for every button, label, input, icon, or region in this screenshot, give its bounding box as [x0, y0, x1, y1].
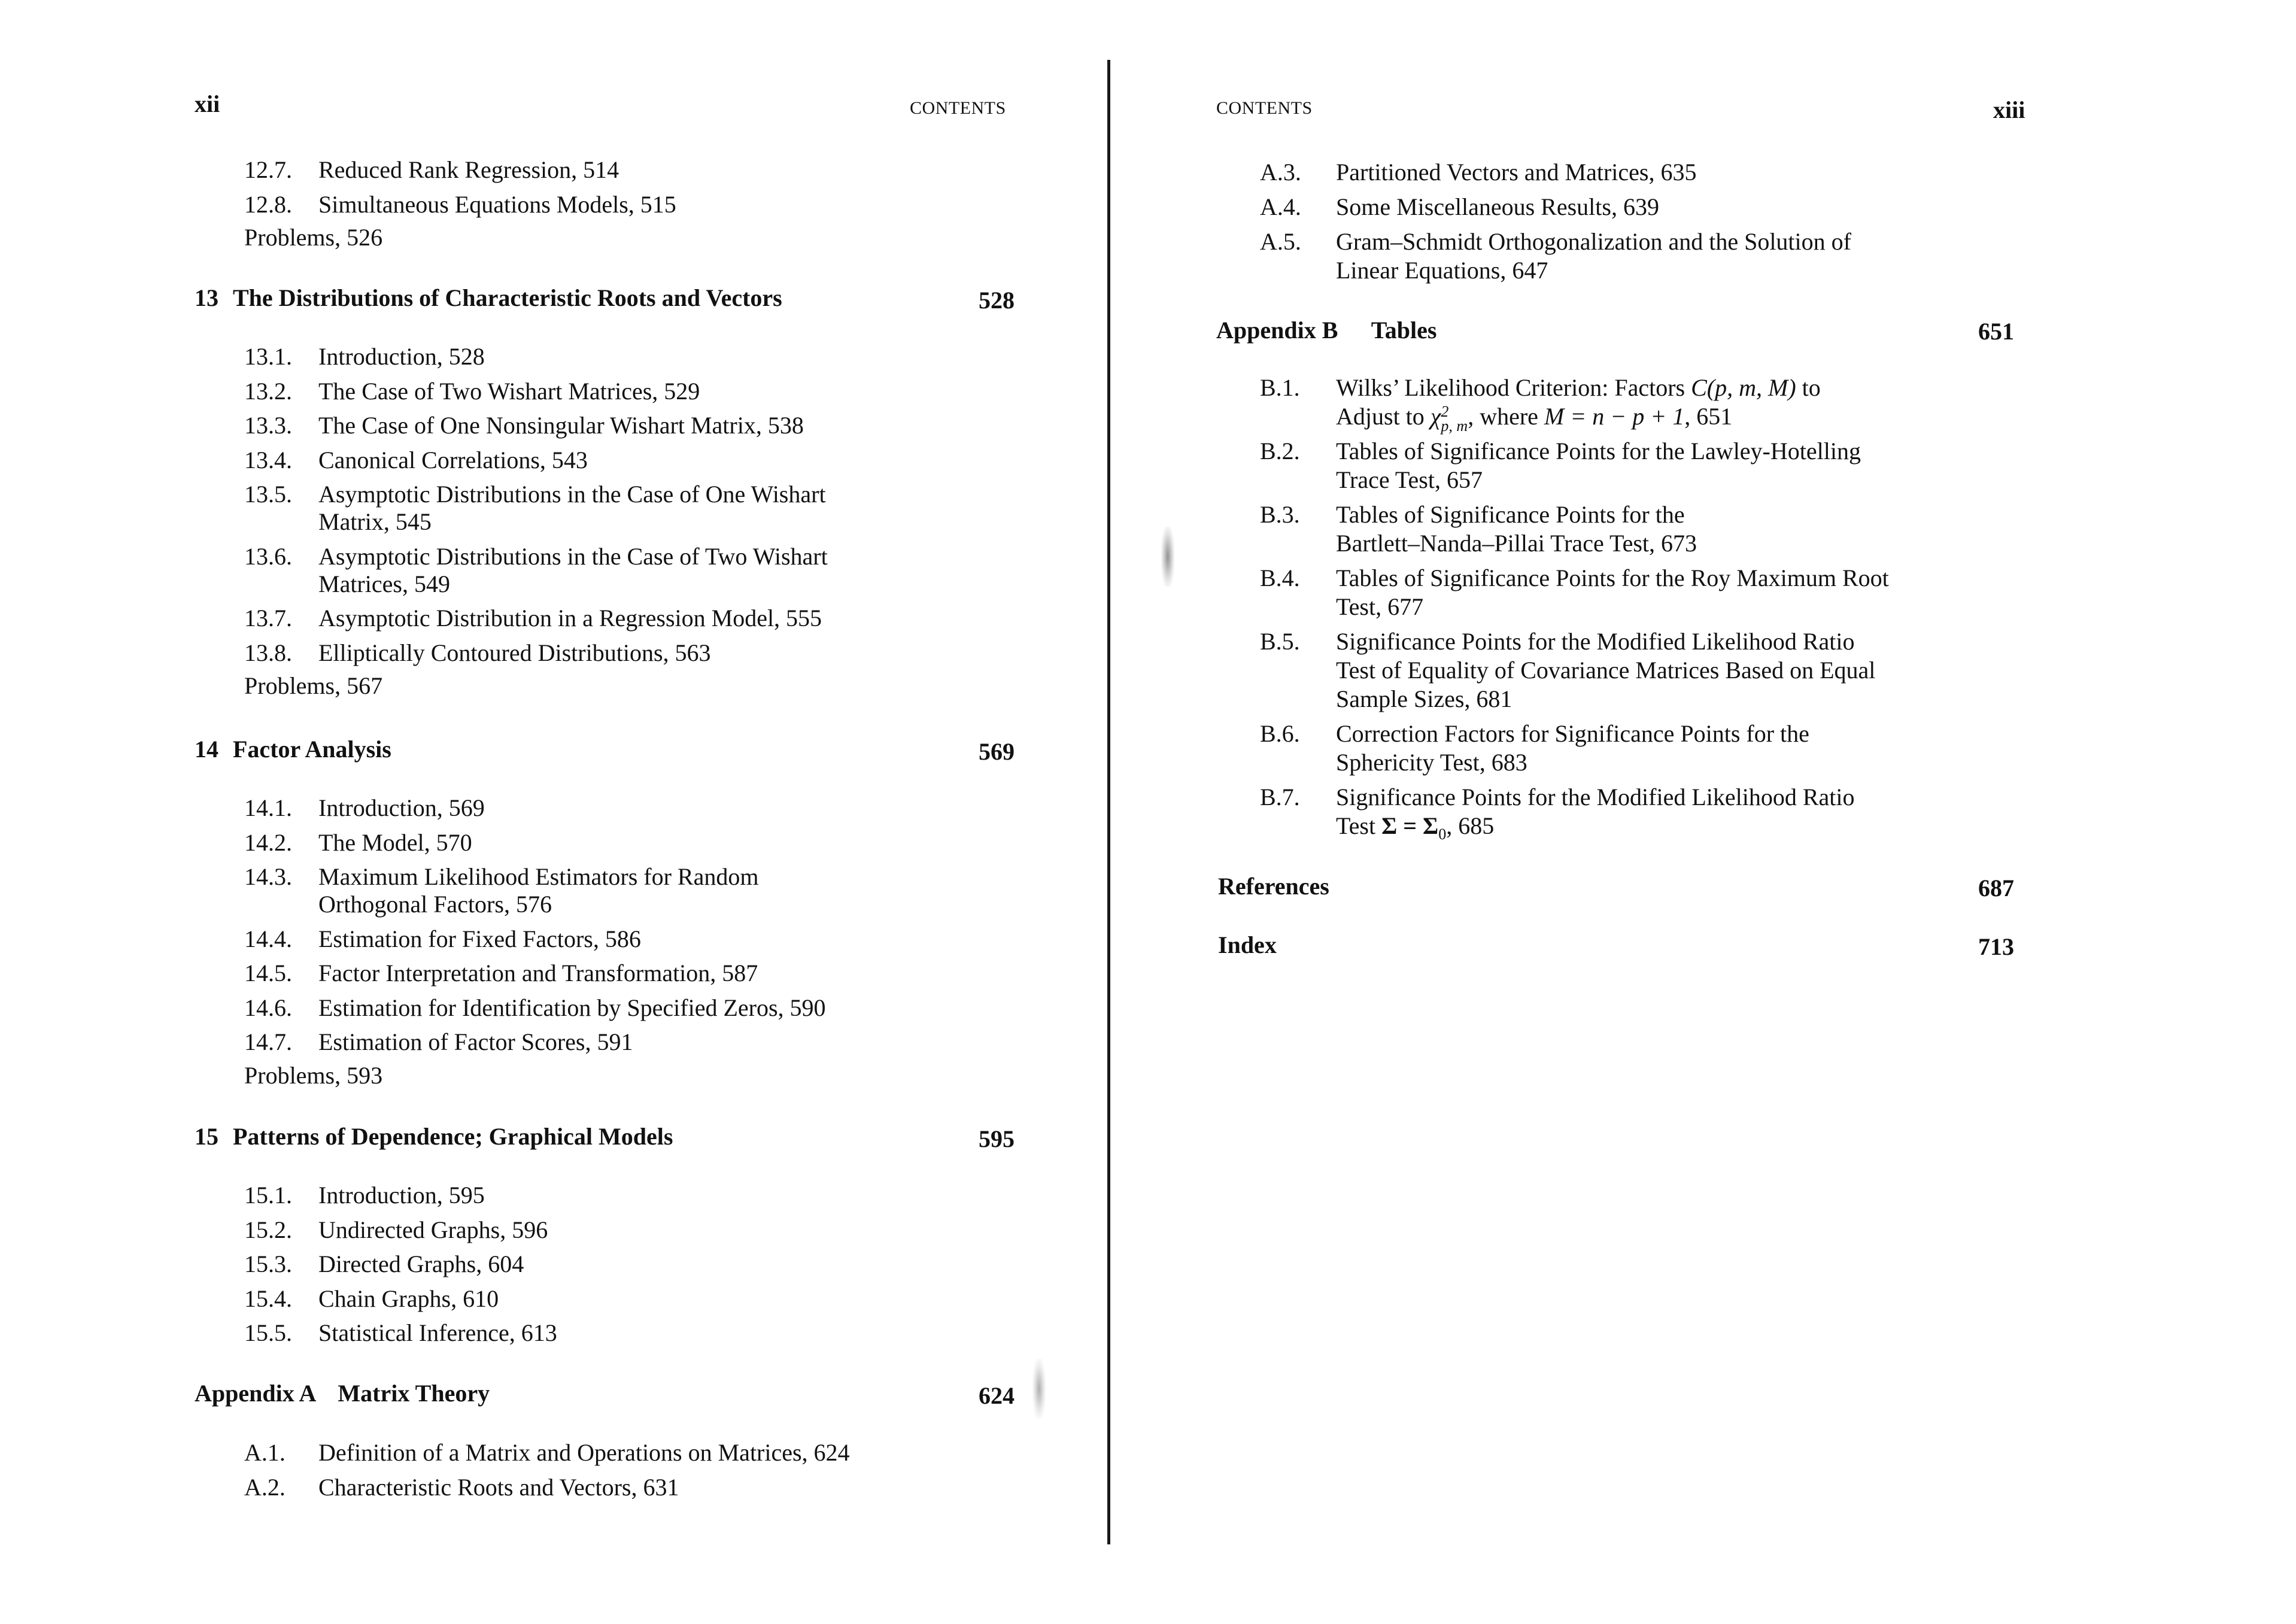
toc-entry[interactable]	[244, 1181, 1022, 1210]
title-text: Test	[1336, 812, 1382, 839]
problems-entry[interactable]: Problems, 567	[244, 672, 383, 699]
section-title: Definition of a Matrix and Operations on Matrices, 624	[318, 1439, 850, 1466]
chapter-heading[interactable]	[195, 1122, 673, 1151]
index-heading[interactable]: Index	[1218, 931, 1277, 958]
title-text: , where	[1468, 403, 1544, 430]
index-page-number: 713	[1978, 933, 2014, 960]
section-number: 13.1.	[244, 343, 292, 370]
section-number: 13.2.	[244, 377, 292, 405]
section-title: Gram–Schmidt Orthogonalization and the Solution of	[1336, 228, 1851, 255]
chapter-title: Matrix Theory	[338, 1380, 490, 1407]
section-number: B.6.	[1260, 720, 1300, 747]
section-title: Directed Graphs, 604	[318, 1250, 524, 1277]
chapter-heading[interactable]	[195, 1379, 490, 1407]
toc-entry[interactable]	[1260, 158, 2038, 187]
section-title-continued: Orthogonal Factors, 576	[318, 891, 552, 918]
section-title: Tables of Significance Points for the	[1336, 501, 1685, 528]
chapter-page-number: 624	[979, 1382, 1015, 1409]
chapter-page-number: 569	[979, 738, 1015, 765]
toc-entry[interactable]	[244, 604, 1022, 633]
page-folio: xiii	[1993, 96, 2025, 123]
toc-entry[interactable]	[244, 1319, 1022, 1347]
section-title: Chain Graphs, 610	[318, 1285, 499, 1312]
section-title: Asymptotic Distributions in the Case of One Wishart	[318, 481, 826, 508]
section-title: Canonical Correlations, 543	[318, 446, 588, 473]
math-expression: C(p, m, M)	[1691, 374, 1796, 401]
problems-entry[interactable]: Problems, 593	[244, 1061, 383, 1089]
toc-entry[interactable]	[244, 542, 1022, 600]
section-number: 13.3.	[244, 412, 292, 439]
section-number: 13.4.	[244, 446, 292, 473]
section-number: 14.1.	[244, 794, 292, 821]
toc-entry[interactable]	[244, 446, 1022, 475]
chapter-title: The Distributions of Characteristic Roots and Vectors	[233, 284, 782, 311]
toc-entry[interactable]	[244, 994, 1022, 1022]
math-scripts	[1441, 402, 1468, 435]
math-chi: χ	[1430, 403, 1441, 430]
section-title-continued: Sample Sizes, 681	[1336, 685, 1513, 712]
toc-entry[interactable]	[1260, 720, 2038, 777]
toc-entry[interactable]	[244, 377, 1022, 406]
title-text: to	[1796, 374, 1821, 401]
section-title: Maximum Likelihood Estimators for Random	[318, 863, 759, 890]
toc-entry[interactable]	[1260, 627, 2038, 714]
section-number: 14.4.	[244, 925, 292, 952]
chapter-number: Appendix B	[1216, 317, 1338, 344]
section-title: Tables of Significance Points for the Roy Maximum Root	[1336, 564, 1889, 591]
section-title	[1336, 374, 1821, 402]
toc-entry[interactable]	[1260, 374, 2038, 435]
toc-entry[interactable]	[244, 1250, 1022, 1279]
left-page	[0, 0, 1113, 1624]
toc-entry[interactable]	[244, 480, 1022, 538]
section-number: B.3.	[1260, 501, 1300, 528]
toc-entry[interactable]	[1260, 783, 2038, 843]
toc-entry[interactable]	[244, 794, 1022, 822]
math-expression: M = n − p + 1	[1544, 403, 1685, 430]
section-title-continued: Test, 677	[1336, 593, 1424, 620]
title-text: , 651	[1684, 403, 1733, 430]
chapter-page-number: 528	[979, 287, 1015, 314]
toc-entry[interactable]	[244, 1285, 1022, 1313]
running-head: CONTENTS	[1216, 98, 1313, 118]
section-title: Introduction, 569	[318, 794, 485, 821]
math-subscript: p, m	[1441, 417, 1468, 435]
section-title-continued: Sphericity Test, 683	[1336, 749, 1527, 776]
toc-entry[interactable]	[1260, 564, 2038, 621]
section-number: 12.8.	[244, 190, 292, 218]
section-number: 15.2.	[244, 1216, 292, 1243]
section-number: 14.2.	[244, 828, 292, 856]
problems-entry[interactable]: Problems, 526	[244, 224, 383, 251]
chapter-title: Tables	[1371, 317, 1437, 344]
section-number: B.1.	[1260, 374, 1300, 401]
section-title: Estimation for Identification by Specified Zeros, 590	[318, 994, 826, 1021]
section-number: 13.6.	[244, 542, 292, 570]
toc-entry[interactable]	[1260, 437, 2038, 494]
references-page-number: 687	[1978, 875, 2014, 901]
section-number: B.7.	[1260, 784, 1300, 811]
section-title: Estimation for Fixed Factors, 586	[318, 925, 641, 952]
toc-entry[interactable]	[244, 342, 1022, 371]
toc-entry[interactable]	[244, 190, 1022, 219]
section-title: Introduction, 528	[318, 343, 485, 370]
chapter-page-number: 595	[979, 1125, 1015, 1152]
section-title: Significance Points for the Modified Likelihood Ratio	[1336, 628, 1855, 655]
toc-entry[interactable]	[244, 639, 1022, 667]
section-title-continued: Trace Test, 657	[1336, 466, 1483, 493]
section-number: 14.7.	[244, 1028, 292, 1055]
section-title: Characteristic Roots and Vectors, 631	[318, 1473, 679, 1501]
section-title: Asymptotic Distribution in a Regression Model, 555	[318, 605, 822, 632]
math-subscript: 0	[1438, 825, 1447, 843]
section-title: Introduction, 595	[318, 1182, 485, 1209]
page-folio: xii	[195, 90, 220, 117]
section-number: 14.5.	[244, 960, 292, 986]
references-heading[interactable]: References	[1218, 873, 1329, 900]
section-number: 12.7.	[244, 156, 292, 183]
section-title: The Model, 570	[318, 828, 472, 856]
toc-entry[interactable]	[244, 959, 1022, 988]
section-title: Statistical Inference, 613	[318, 1319, 557, 1346]
section-number: 13.8.	[244, 639, 292, 666]
chapter-number: 15	[195, 1123, 218, 1150]
section-number: A.4.	[1260, 193, 1301, 220]
toc-entry[interactable]	[244, 411, 1022, 440]
chapter-heading[interactable]	[195, 735, 391, 763]
section-title-continued	[1336, 812, 1494, 849]
toc-entry[interactable]	[244, 1216, 1022, 1244]
math-expression: Σ = Σ	[1381, 812, 1439, 839]
section-number: B.5.	[1260, 628, 1300, 655]
section-number: B.4.	[1260, 564, 1300, 591]
section-title: Significance Points for the Modified Likelihood Ratio	[1336, 784, 1855, 811]
toc-entry[interactable]	[244, 1028, 1022, 1057]
right-page	[1119, 0, 2296, 1624]
section-title: The Case of Two Wishart Matrices, 529	[318, 377, 700, 405]
chapter-title: Patterns of Dependence; Graphical Models	[233, 1123, 673, 1150]
section-title-continued	[1336, 402, 1732, 433]
title-text: Wilks’ Likelihood Criterion: Factors	[1336, 374, 1691, 401]
chapter-title: Factor Analysis	[233, 736, 391, 763]
math-superscript: 2	[1441, 402, 1449, 420]
chapter-heading[interactable]	[195, 284, 782, 312]
section-number: 13.5.	[244, 481, 292, 508]
chapter-heading[interactable]	[1216, 316, 1436, 344]
running-head: CONTENTS	[910, 98, 1006, 118]
section-number: 15.4.	[244, 1285, 292, 1312]
section-number: 15.1.	[244, 1182, 292, 1209]
section-number: A.3.	[1260, 159, 1301, 186]
section-title-continued: Matrix, 545	[318, 508, 432, 535]
toc-entry[interactable]	[1260, 500, 2038, 558]
section-title-continued: Linear Equations, 647	[1336, 257, 1548, 284]
section-number: B.2.	[1260, 438, 1300, 465]
section-title: Tables of Significance Points for the Lawley-Hotelling	[1336, 438, 1861, 465]
section-number: A.5.	[1260, 228, 1301, 255]
toc-entry[interactable]	[244, 925, 1022, 954]
toc-entry[interactable]	[244, 828, 1022, 857]
section-number: A.2.	[244, 1473, 286, 1501]
toc-entry[interactable]	[244, 1473, 1022, 1502]
section-title: Partitioned Vectors and Matrices, 635	[1336, 159, 1697, 186]
section-number: 15.3.	[244, 1250, 292, 1277]
section-number: A.1.	[244, 1439, 286, 1466]
section-number: 15.5.	[244, 1319, 292, 1346]
section-title-continued: Bartlett–Nanda–Pillai Trace Test, 673	[1336, 530, 1697, 557]
section-title: Estimation of Factor Scores, 591	[318, 1028, 633, 1055]
toc-entry[interactable]	[1260, 227, 2038, 285]
section-title-continued: Matrices, 549	[318, 570, 450, 597]
section-number: 14.6.	[244, 994, 292, 1021]
toc-entry[interactable]	[244, 863, 1022, 920]
section-title: Some Miscellaneous Results, 639	[1336, 193, 1659, 220]
section-title: Reduced Rank Regression, 514	[318, 156, 619, 183]
section-title: The Case of One Nonsingular Wishart Matrix, 538	[318, 412, 804, 439]
section-number: 14.3.	[244, 863, 292, 890]
section-title-continued: Test of Equality of Covariance Matrices Based on Equal	[1336, 657, 1876, 684]
toc-entry[interactable]	[1260, 193, 2038, 221]
chapter-number: 13	[195, 284, 218, 311]
section-title: Asymptotic Distributions in the Case of Two Wishart	[318, 542, 828, 570]
toc-entry[interactable]	[244, 156, 1022, 184]
title-text: Adjust to	[1336, 403, 1431, 430]
section-title: Undirected Graphs, 596	[318, 1216, 548, 1243]
chapter-page-number: 651	[1978, 318, 2014, 345]
toc-entry[interactable]	[244, 1438, 1022, 1467]
chapter-number: Appendix A	[195, 1380, 317, 1407]
section-title: Correction Factors for Significance Points for the	[1336, 720, 1809, 747]
section-title: Elliptically Contoured Distributions, 563	[318, 639, 711, 666]
section-title: Simultaneous Equations Models, 515	[318, 190, 676, 218]
chapter-number: 14	[195, 736, 218, 763]
section-title: Factor Interpretation and Transformation, 587	[318, 960, 758, 986]
title-text: , 685	[1446, 812, 1495, 839]
section-number: 13.7.	[244, 605, 292, 632]
